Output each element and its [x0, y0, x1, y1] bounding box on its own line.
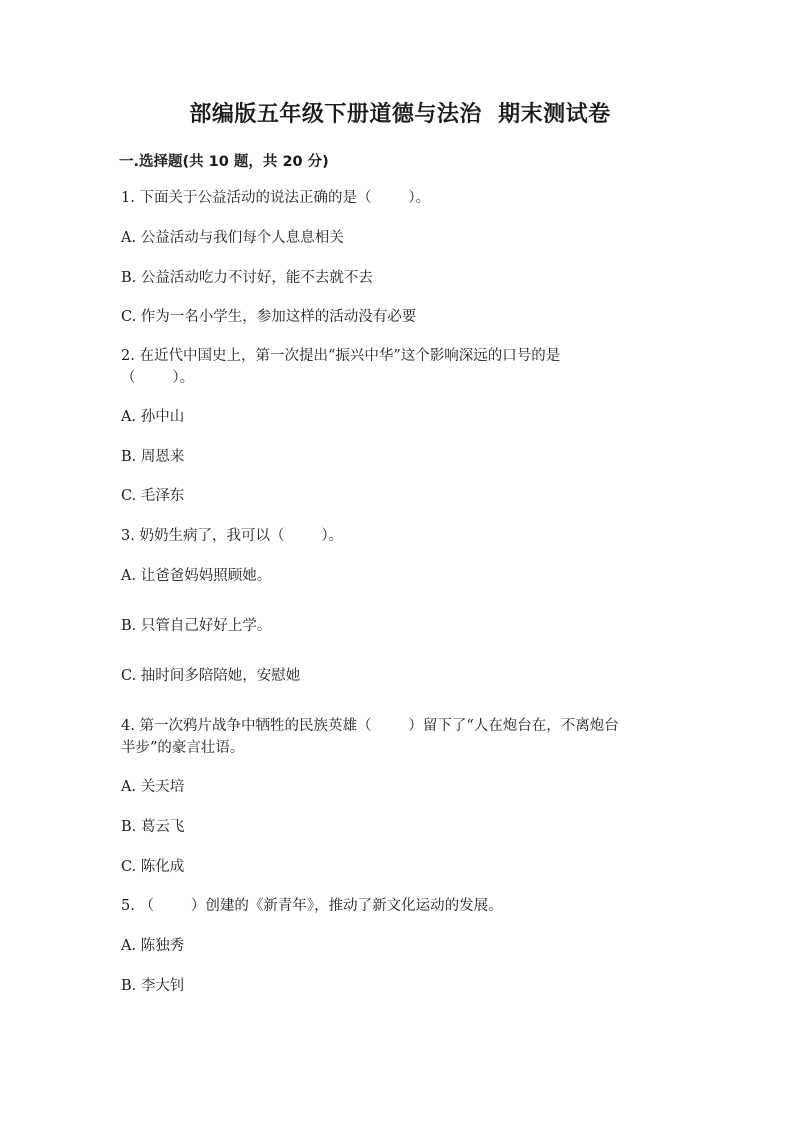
question-4-stem-line-2: 半步”的豪言壮语。 — [121, 740, 245, 756]
question-1-option-b: B. 公益活动吃力不讨好，能不去就不去 — [121, 270, 373, 286]
question-2-option-a: A. 孙中山 — [121, 409, 185, 425]
question-1-stem: 1. 下面关于公益活动的说法正确的是（ ）。 — [121, 190, 431, 206]
question-5-stem: 5. （ ）创建的《新青年》，推动了新文化运动的发展。 — [121, 898, 503, 914]
question-5-option-a: A. 陈独秀 — [121, 938, 185, 954]
question-2-stem-line-1: 2. 在近代中国史上，第一次提出“振兴中华”这个影响深远的口号的是 — [121, 348, 561, 364]
question-3-option-c: C. 抽时间多陪陪她，安慰她 — [121, 668, 301, 684]
question-1-option-a: A. 公益活动与我们每个人息息相关 — [121, 230, 344, 246]
question-4-option-b: B. 葛云飞 — [121, 819, 185, 835]
question-3-stem: 3. 奶奶生病了，我可以（ ）。 — [121, 528, 344, 544]
question-4-option-c: C. 陈化成 — [121, 859, 185, 875]
question-4-option-a: A. 关天培 — [121, 779, 185, 795]
question-3-option-b: B. 只管自己好好上学。 — [121, 618, 272, 634]
question-2-option-c: C. 毛泽东 — [121, 488, 185, 504]
question-3-option-a: A. 让爸爸妈妈照顾她。 — [121, 568, 272, 584]
question-5-option-b: B. 李大钊 — [121, 978, 185, 994]
question-2-stem-line-2: （ ）。 — [121, 370, 195, 386]
section-heading: 一.选择题(共 10 题，共 20 分) — [119, 154, 329, 170]
question-2-option-b: B. 周恩来 — [121, 449, 185, 465]
question-4-stem-line-1: 4. 第一次鸦片战争中牺牲的民族英雄（ ）留下了“人在炮台在，不离炮台 — [121, 718, 619, 734]
page-title: 部编版五年级下册道德与法治 期末测试卷 — [189, 102, 611, 127]
question-1-option-c: C. 作为一名小学生，参加这样的活动没有必要 — [121, 309, 417, 325]
